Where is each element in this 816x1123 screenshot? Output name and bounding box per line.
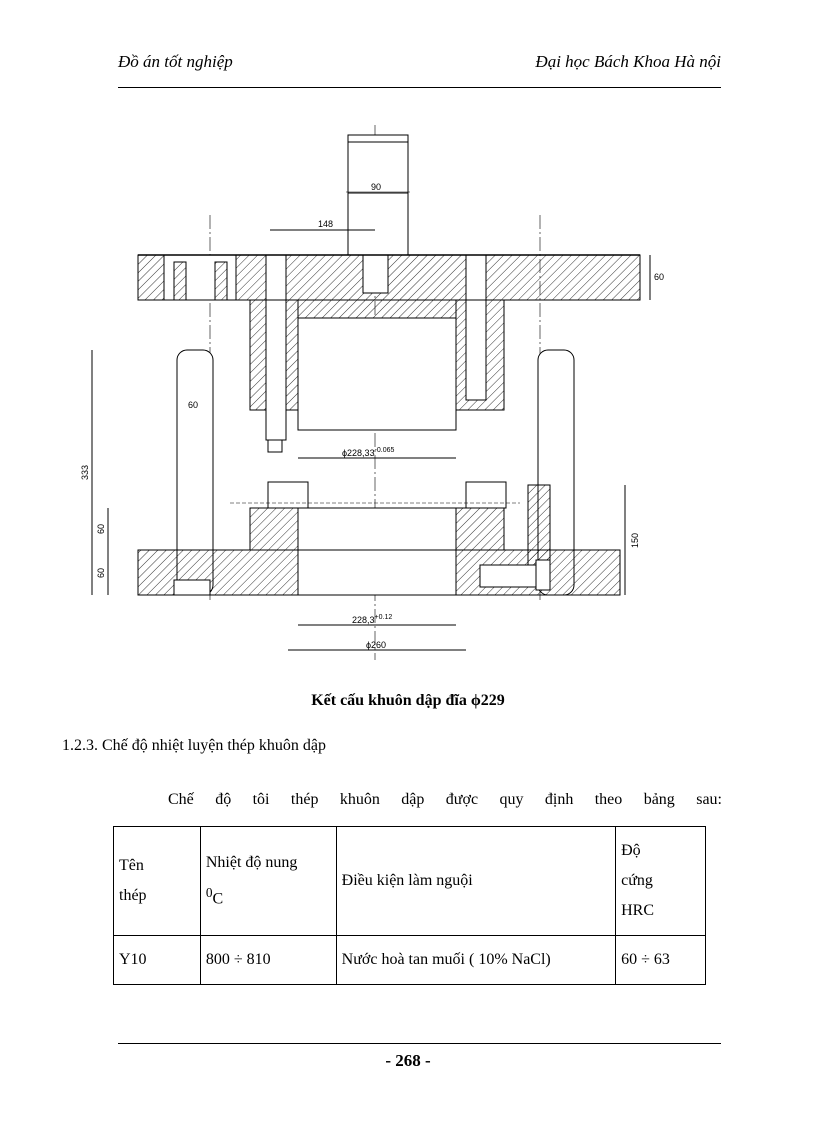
dim-60-top: 60 (654, 272, 665, 282)
cell-hardness: 60 ÷ 63 (616, 936, 706, 985)
dim-90: 90 (371, 182, 382, 192)
dim-150: 150 (630, 532, 640, 548)
heat-treatment-table (113, 826, 706, 985)
dim-148: 148 (318, 219, 334, 229)
dim-333: 333 (80, 464, 90, 480)
header-hardness: Độ cứng HRC (616, 827, 706, 936)
header-title-right: Đại học Bách Khoa Hà nội (535, 52, 721, 71)
header-temperature: Nhiệt độ nung $^0$C (200, 827, 336, 936)
dim-228: $228,3^{+0.12}$ (352, 614, 393, 625)
table-header-row (114, 827, 706, 936)
cell-steel: Y10 (114, 936, 201, 985)
dim-60-base: 60 (96, 567, 106, 578)
page-number: - 268 - (385, 1051, 431, 1070)
table-row (114, 936, 706, 985)
cell-temperature: 800 ÷ 810 (200, 936, 336, 985)
die-assembly-drawing (70, 120, 670, 670)
header-divider (118, 87, 721, 88)
header-cooling: Điều kiện làm nguội (336, 827, 615, 936)
dim-60-pillar: 60 (188, 400, 199, 410)
header-steel: Tên thép (114, 827, 201, 936)
footer-divider (118, 1043, 721, 1044)
dim-60-die: 60 (96, 523, 106, 534)
header-title-left: Đồ án tốt nghiệp (118, 52, 233, 71)
figure-caption: Kết cấu khuôn dập đĩa ϕ229 (311, 692, 505, 709)
dim-phi228: $\phi 228,33^{-0.065}$ (342, 447, 395, 458)
intro-paragraph: Chế độ tôi thép khuôn dập được quy định theo bảng sau: (168, 791, 722, 808)
dim-phi260: ϕ260 (366, 640, 387, 650)
section-heading: 1.2.3. Chế độ nhiệt luyện thép khuôn dập (62, 737, 326, 754)
cell-cooling: Nước hoà tan muối ( 10% NaCl) (336, 936, 615, 985)
